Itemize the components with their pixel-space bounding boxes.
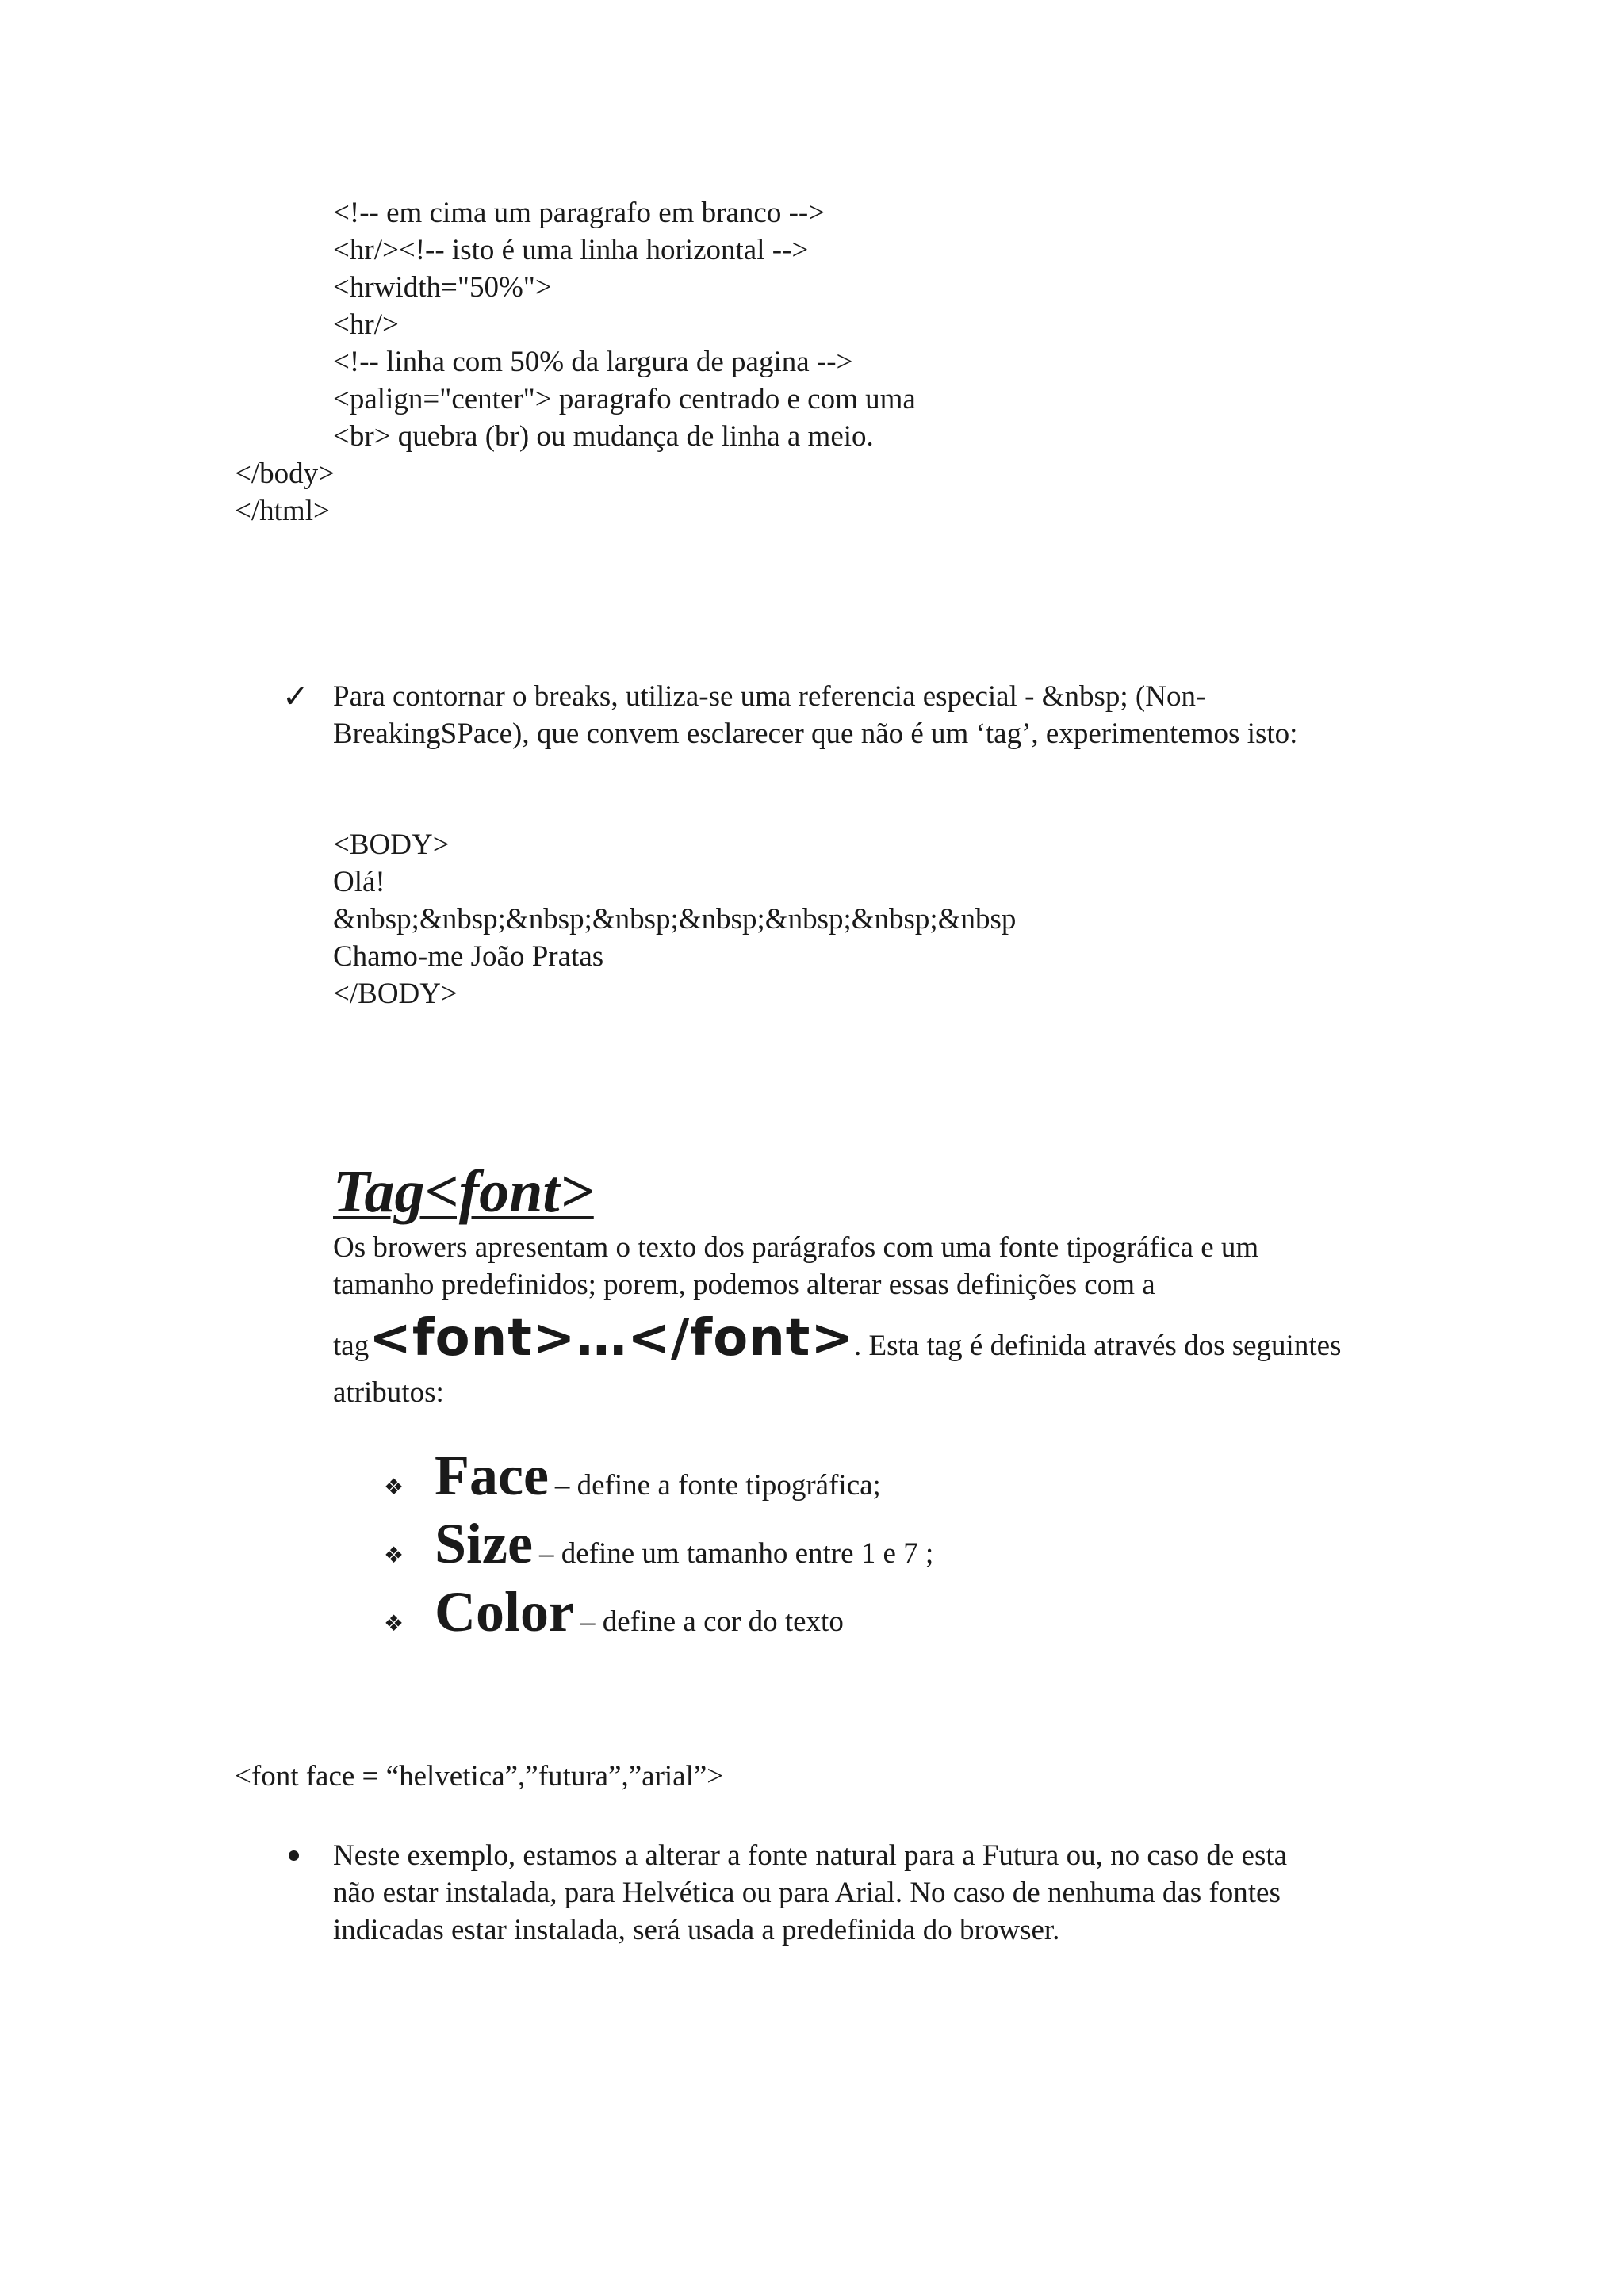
code-line: <BODY> — [333, 828, 450, 861]
paragraph-line: Os browers apresentam o texto dos parágrafos com uma fonte tipográfica e um — [333, 1231, 1259, 1264]
code-line: Chamo-me João Pratas — [333, 940, 604, 973]
code-line: <palign="center"> paragrafo centrado e com uma — [333, 383, 916, 415]
section-heading: Tag<font> — [333, 1158, 594, 1225]
attribute-name: Size — [435, 1512, 533, 1575]
paragraph-line-with-tag — [333, 1307, 1341, 1378]
code-line: <!-- em cima um paragrafo em branco --> — [333, 197, 825, 229]
closing-html-tag: </html> — [235, 495, 330, 527]
paragraph-prefix: tag — [333, 1330, 370, 1362]
code-line: &nbsp;&nbsp;&nbsp;&nbsp;&nbsp;&nbsp;&nbsp;&nbsp — [333, 903, 1017, 936]
attribute-name: Face — [435, 1444, 549, 1507]
font-face-example: <font face = “helvetica”,”futura”,”arial”> — [235, 1760, 724, 1793]
diamond-bullet-icon: ❖ — [384, 1475, 404, 1500]
paragraph-line: tamanho predefinidos; porem, podemos alterar essas definições com a — [333, 1269, 1155, 1301]
attribute-desc: – define a cor do texto — [580, 1605, 844, 1638]
note-line: indicadas estar instalada, será usada a predefinida do browser. — [333, 1914, 1060, 1946]
font-tag-example: <font>…</font> — [369, 1309, 855, 1368]
code-line: <hr/> — [333, 308, 399, 341]
attribute-name: Color — [435, 1580, 574, 1644]
code-line: </BODY> — [333, 978, 458, 1010]
check-icon: ✓ — [282, 679, 309, 714]
bullet-dot-icon — [289, 1850, 299, 1861]
attribute-item — [384, 1579, 844, 1643]
attribute-item — [384, 1443, 881, 1506]
code-line: <br> quebra (br) ou mudança de linha a meio. — [333, 420, 874, 453]
check-item-line2: BreakingSPace), que convem esclarecer que não é um ‘tag’, experimentemos isto: — [333, 718, 1298, 750]
diamond-bullet-icon: ❖ — [384, 1612, 404, 1636]
paragraph-line: atributos: — [333, 1376, 444, 1409]
diamond-bullet-icon: ❖ — [384, 1544, 404, 1568]
attribute-item — [384, 1511, 933, 1575]
code-line: <hrwidth="50%"> — [333, 271, 552, 304]
closing-body-tag: </body> — [235, 457, 335, 490]
attribute-desc: – define a fonte tipográfica; — [554, 1469, 881, 1502]
attribute-desc: – define um tamanho entre 1 e 7 ; — [538, 1537, 934, 1570]
code-line: <hr/><!-- isto é uma linha horizontal --> — [333, 234, 809, 266]
code-line: Olá! — [333, 866, 385, 898]
code-line: <!-- linha com 50% da largura de pagina --> — [333, 346, 853, 378]
check-item-line1: Para contornar o breaks, utiliza-se uma referencia especial - &nbsp; (Non- — [333, 680, 1206, 713]
paragraph-suffix: . Esta tag é definida através dos seguintes — [854, 1330, 1342, 1362]
note-line: não estar instalada, para Helvética ou para Arial. No caso de nenhuma das fontes — [333, 1877, 1281, 1909]
note-line: Neste exemplo, estamos a alterar a fonte natural para a Futura ou, no caso de esta — [333, 1839, 1288, 1872]
